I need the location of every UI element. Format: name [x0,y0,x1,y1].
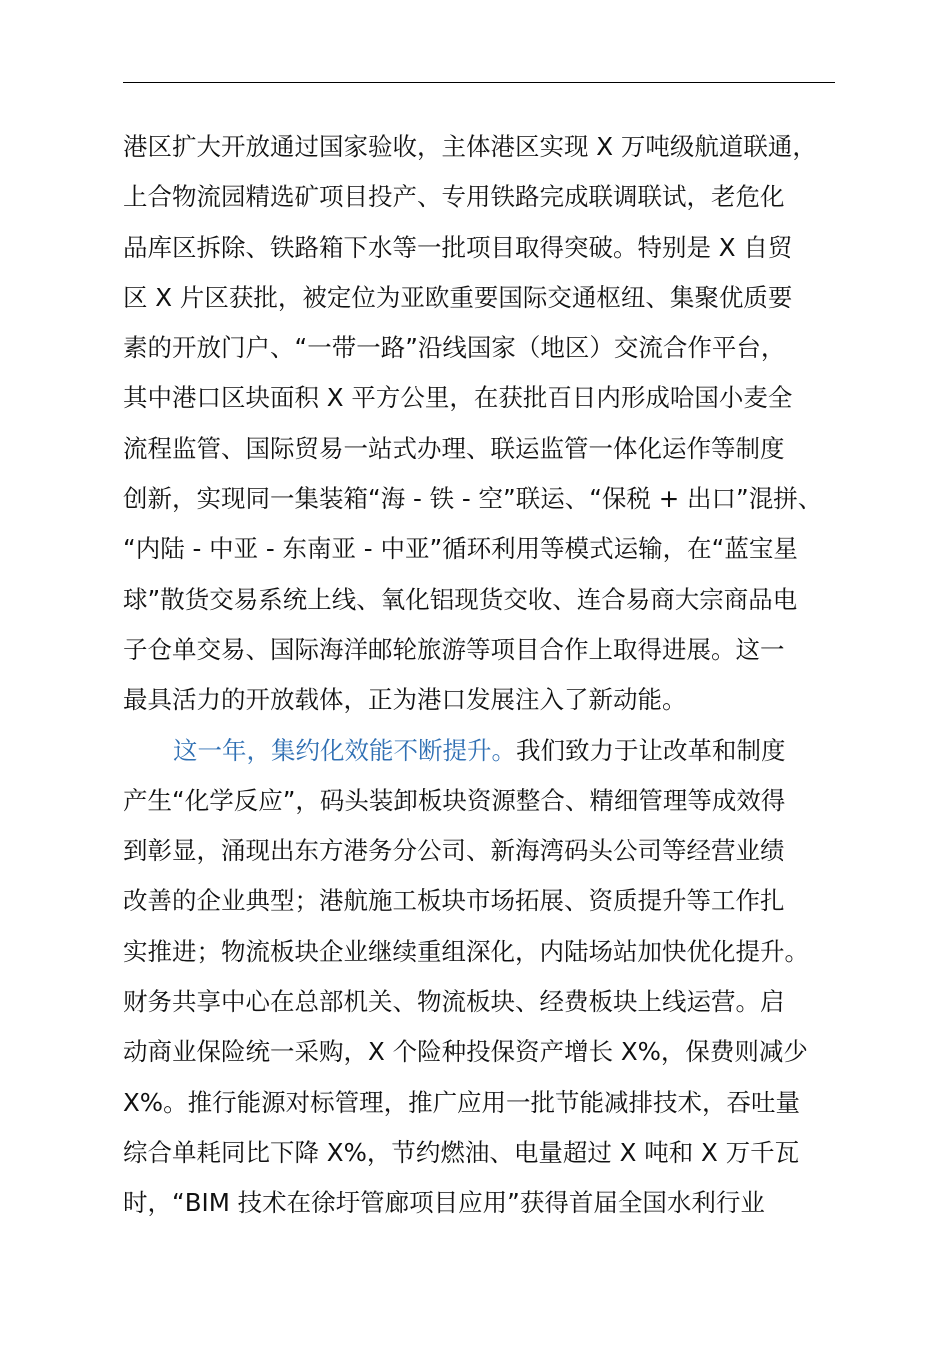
text-line: 到彰显，涌现出东方港务分公司、新海湾码头公司等经营业绩 [123,836,785,866]
paragraph-2 [123,726,863,1229]
header-rule [123,82,835,83]
text-line: 动商业保险统一采购，X 个险种投保资产增长 X%，保费则减少 [123,1037,808,1067]
text-line: 品库区拆除、铁路箱下水等一批项目取得突破。特别是 X 自贸 [123,232,793,262]
text-line: 其中港口区块面积 X 平方公里，在获批百日内形成哈国小麦全 [123,383,793,413]
text-line: 综合单耗同比下降 X%，节约燃油、电量超过 X 吨和 X 万千瓦 [123,1137,800,1167]
text-line: 子仓单交易、国际海洋邮轮旅游等项目合作上取得进展。这一 [123,634,785,664]
text-line: 财务共享中心在总部机关、物流板块、经费板块上线运营。启 [123,987,785,1017]
text-span: 我们致力于让改革和制度 [516,735,786,765]
document-body [123,122,863,1229]
text-line: “内陆 - 中亚 - 东南亚 - 中亚”循环利用等模式运输，在“蓝宝星 [123,534,798,564]
text-line: 改善的企业典型；港航施工板块市场拓展、资质提升等工作扎 [123,886,785,916]
paragraph-2-first-line [123,726,863,776]
text-line: 球”散货交易系统上线、氧化铝现货交收、连合易商大宗商品电 [123,584,798,614]
text-line: 上合物流园精选矿项目投产、专用铁路完成联调联试，老危化 [123,182,785,212]
section-heading: 这一年，集约化效能不断提升。 [173,735,516,765]
text-line: 区 X 片区获批，被定位为亚欧重要国际交通枢纽、集聚优质要 [123,282,793,312]
text-line: 流程监管、国际贸易一站式办理、联运监管一体化运作等制度 [123,433,785,463]
text-line: 创新，实现同一集装箱“海 - 铁 - 空”联运、“保税 + 出口”混拼、 [123,484,823,514]
text-line: 最具活力的开放载体，正为港口发展注入了新动能。 [123,685,687,715]
text-line: X%。推行能源对标管理，推广应用一批节能减排技术，吞吐量 [123,1087,801,1117]
text-line: 时，“BIM 技术在徐圩管廊项目应用”获得首届全国水利行业 [123,1188,765,1218]
text-line: 产生“化学反应”，码头装卸板块资源整合、精细管理等成效得 [123,785,786,815]
paragraph-1 [123,122,863,726]
text-line: 素的开放门户、“一带一路”沿线国家（地区）交流合作平台， [123,333,786,363]
text-line: 港区扩大开放通过国家验收，主体港区实现 X 万吨级航道联通， [123,132,817,161]
text-line: 实推进；物流板块企业继续重组深化，内陆场站加快优化提升。 [123,936,809,966]
